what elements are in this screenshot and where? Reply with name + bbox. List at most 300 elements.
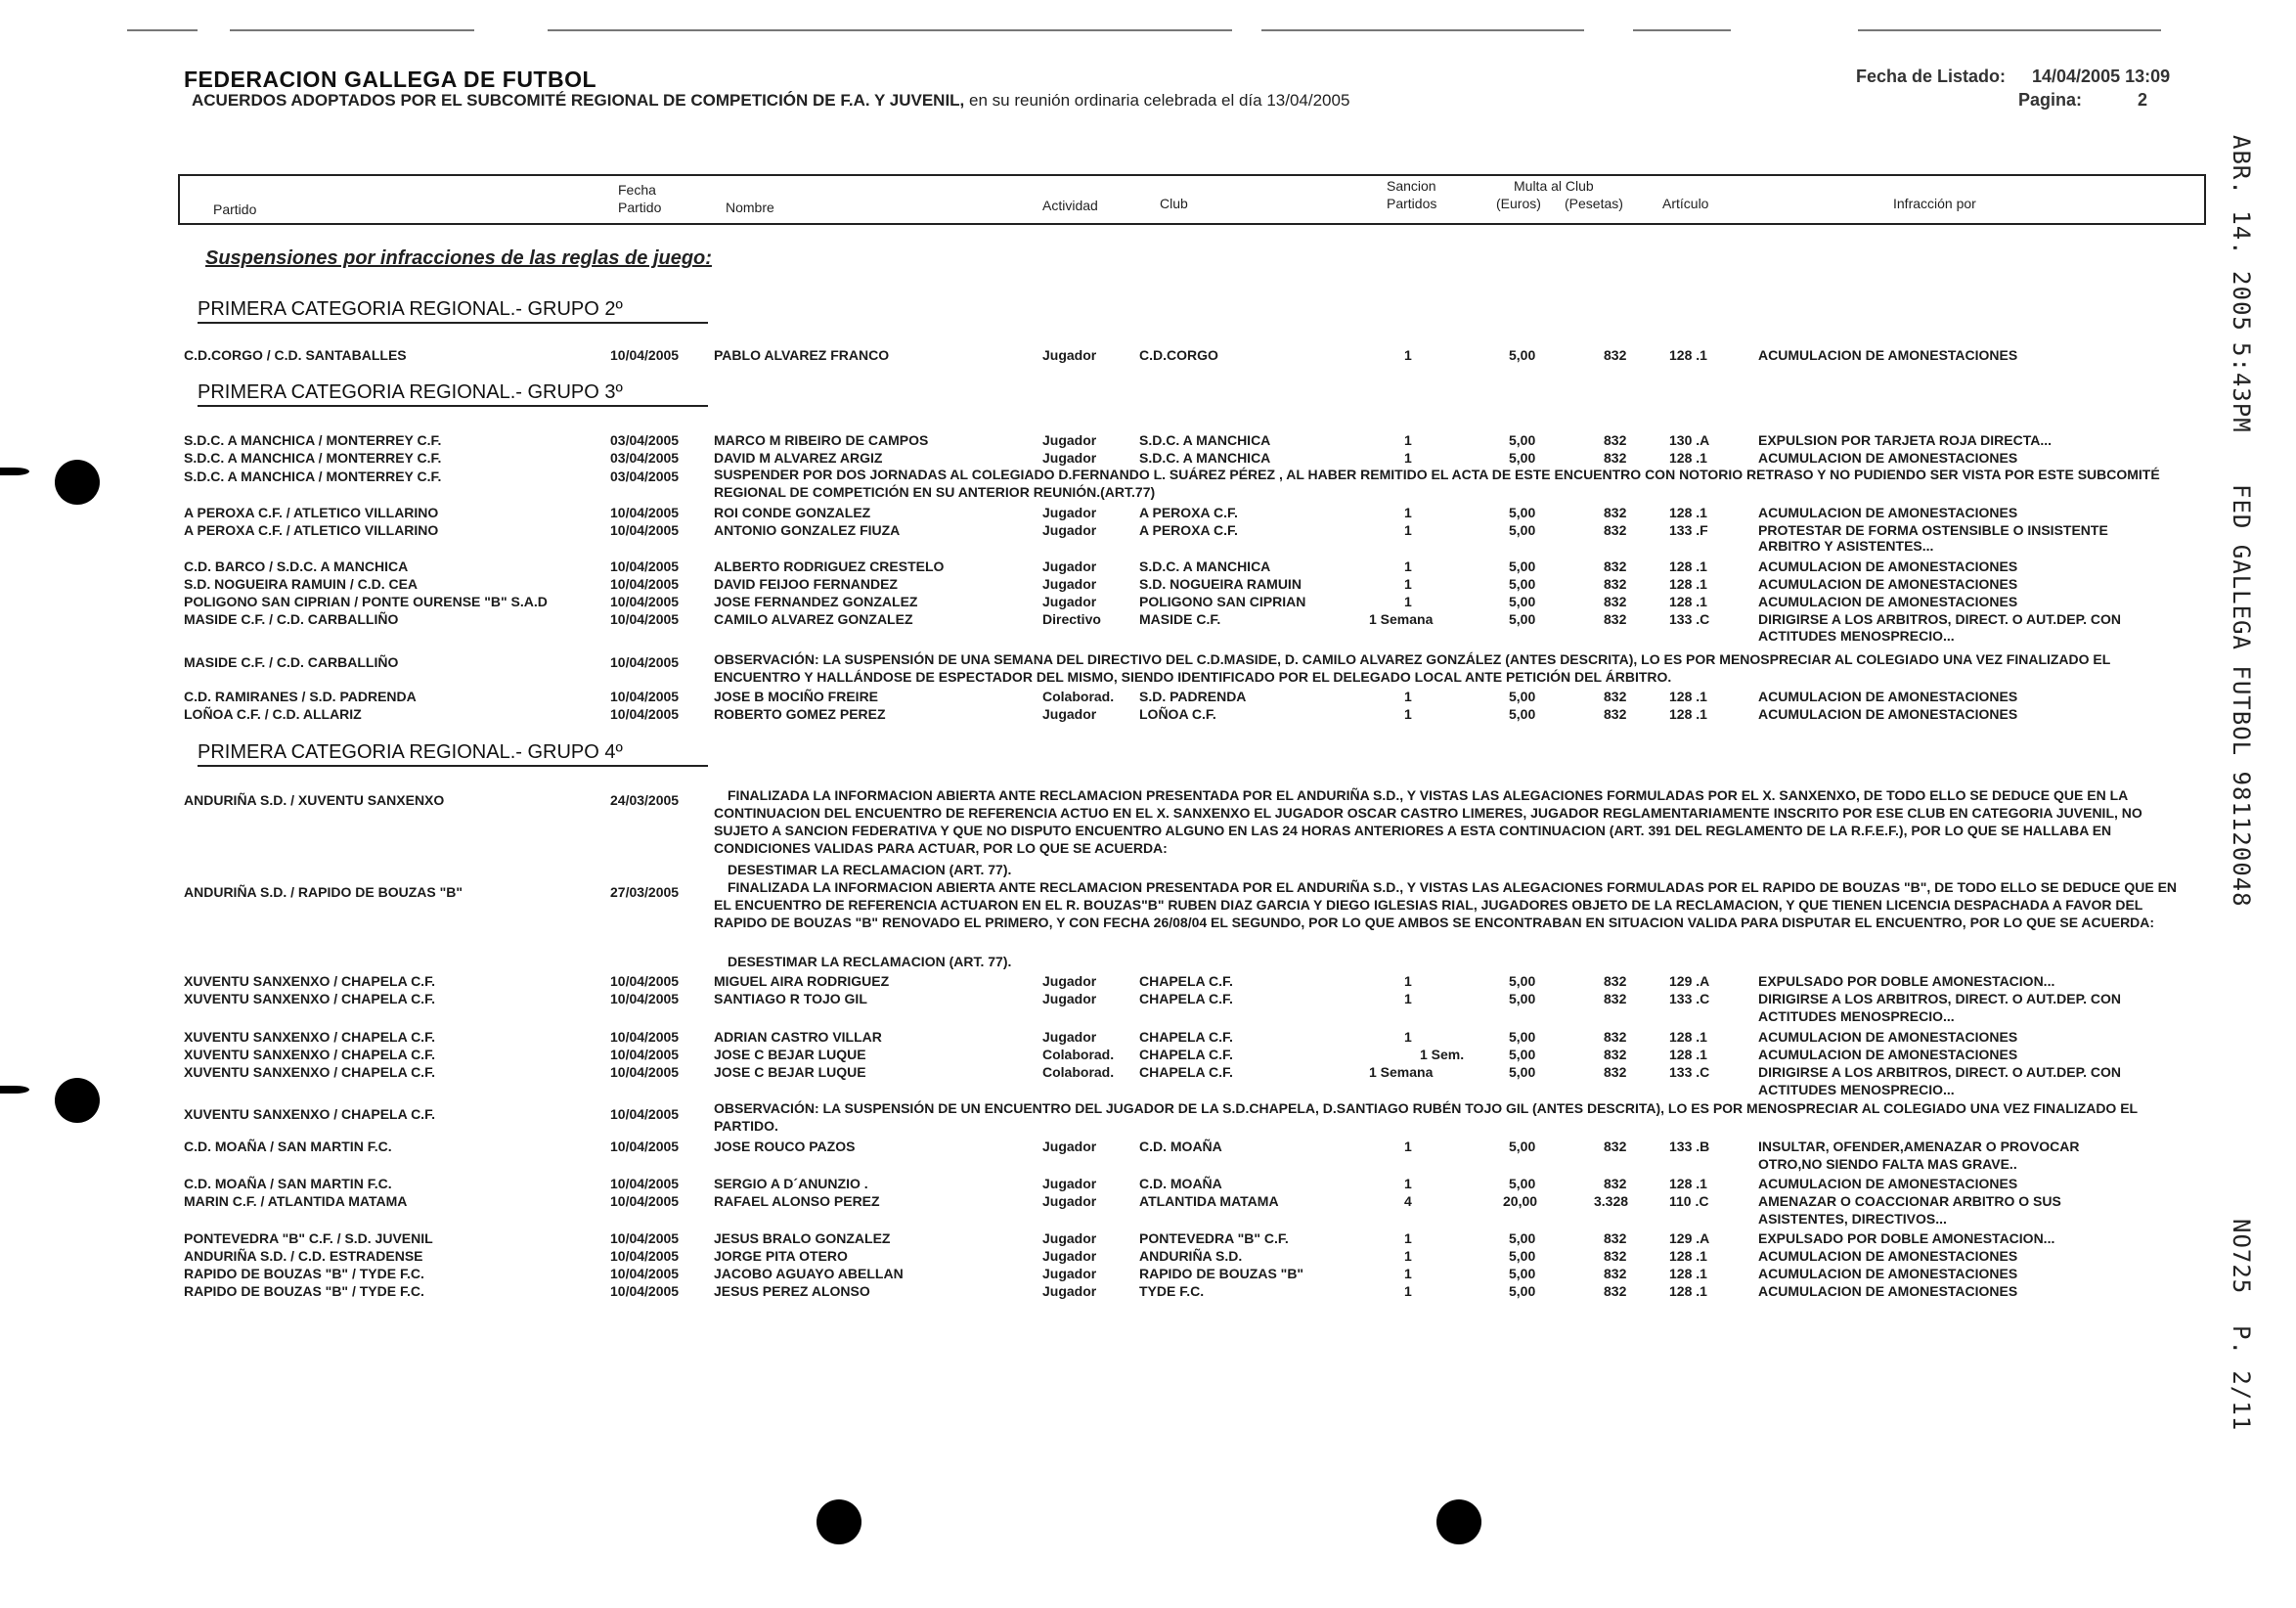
- group-title-3: PRIMERA CATEGORIA REGIONAL.- GRUPO 3º: [198, 381, 623, 403]
- table-row: [0, 1064, 2296, 1082]
- note-andurina-xuventu-resolution: DESESTIMAR LA RECLAMACION (ART. 77).: [728, 862, 1012, 877]
- cell-sancion: 1: [1404, 1139, 1412, 1154]
- punch-hole: [817, 1499, 861, 1544]
- cell-pesetas: 832: [1604, 505, 1627, 520]
- cell-euros: 5,00: [1509, 1248, 1536, 1264]
- cell-pesetas: 832: [1604, 450, 1627, 466]
- cell-club: C.D.CORGO: [1139, 347, 1218, 363]
- table-row: [0, 558, 2296, 576]
- cell-infraccion: INSULTAR, OFENDER,AMENAZAR O PROVOCAR: [1758, 1139, 2080, 1154]
- cell-articulo: 133 .B: [1669, 1139, 1710, 1154]
- col-actividad: Actividad: [1042, 198, 1098, 213]
- federation-title: FEDERACION GALLEGA DE FUTBOL: [184, 67, 597, 92]
- scan-line: [230, 29, 474, 31]
- cell-articulo: 133 .C: [1669, 611, 1710, 627]
- cell-actividad: Jugador: [1042, 991, 1097, 1006]
- cell-pesetas: 832: [1604, 973, 1627, 989]
- cell-pesetas: 832: [1604, 689, 1627, 704]
- cell-articulo: 129 .A: [1669, 973, 1710, 989]
- cell-club: LOÑOA C.F.: [1139, 706, 1216, 722]
- cell-club: A PEROXA C.F.: [1139, 505, 1238, 520]
- cell-sancion: 1: [1404, 1029, 1412, 1045]
- cell-euros: 5,00: [1509, 450, 1536, 466]
- cell-club: S.D.C. A MANCHICA: [1139, 432, 1271, 448]
- cell-actividad: Jugador: [1042, 450, 1097, 466]
- cell-fecha: 10/04/2005: [610, 1283, 680, 1299]
- table-row: [0, 611, 2296, 629]
- cell-euros: 5,00: [1509, 1283, 1536, 1299]
- cell-partido: LOÑOA C.F. / C.D. ALLARIZ: [184, 706, 362, 722]
- cell-infraccion: ACUMULACION DE AMONESTACIONES: [1758, 594, 2018, 609]
- cell-partido: ANDURIÑA S.D. / C.D. ESTRADENSE: [184, 1248, 423, 1264]
- cell-partido: ANDURIÑA S.D. / RAPIDO DE BOUZAS "B": [184, 884, 463, 900]
- cell-articulo: 128 .1: [1669, 689, 1707, 704]
- cell-euros: 5,00: [1509, 1064, 1536, 1080]
- cell-nombre: DAVID M ALVAREZ ARGIZ: [714, 450, 883, 466]
- cell-euros: 5,00: [1509, 689, 1536, 704]
- cell-pesetas: 832: [1604, 1029, 1627, 1045]
- cell-pesetas: 832: [1604, 576, 1627, 592]
- col-infraccion: Infracción por: [1893, 196, 1976, 211]
- table-row: [0, 1047, 2296, 1064]
- cell-articulo: 128 .1: [1669, 450, 1707, 466]
- cell-pesetas: 832: [1604, 1230, 1627, 1246]
- cell-fecha: 10/04/2005: [610, 576, 680, 592]
- listing-date-label: Fecha de Listado:: [1856, 67, 2007, 86]
- cell-pesetas: 832: [1604, 991, 1627, 1006]
- cell-club: ANDURIÑA S.D.: [1139, 1248, 1243, 1264]
- cell-sancion: 1: [1404, 1266, 1412, 1281]
- cell-articulo: 133 .C: [1669, 991, 1710, 1006]
- cell-nombre: JOSE C BEJAR LUQUE: [714, 1047, 866, 1062]
- cell-sancion: 1: [1404, 689, 1412, 704]
- cell-infraccion: ACUMULACION DE AMONESTACIONES: [1758, 689, 2018, 704]
- cell-actividad: Jugador: [1042, 1139, 1097, 1154]
- cell-partido: S.D.C. A MANCHICA / MONTERREY C.F.: [184, 450, 442, 466]
- table-row: [0, 505, 2296, 522]
- cell-club: TYDE F.C.: [1139, 1283, 1205, 1299]
- cell-articulo: 110 .C: [1669, 1193, 1709, 1209]
- table-row-continued: [0, 628, 2296, 646]
- cell-sancion: 1: [1404, 450, 1412, 466]
- cell-nombre: ALBERTO RODRIGUEZ CRESTELO: [714, 558, 945, 574]
- cell-actividad: Jugador: [1042, 973, 1097, 989]
- cell-pesetas: 832: [1604, 706, 1627, 722]
- cell-infraccion: ACUMULACION DE AMONESTACIONES: [1758, 505, 2018, 520]
- cell-euros: 5,00: [1509, 973, 1536, 989]
- cell-sancion: 1: [1404, 347, 1412, 363]
- cell-club: CHAPELA C.F.: [1139, 973, 1233, 989]
- cell-sancion: 1: [1404, 973, 1412, 989]
- cell-fecha: 10/04/2005: [610, 505, 680, 520]
- fax-page: P. 2/11: [2228, 1325, 2255, 1432]
- cell-nombre: JOSE ROUCO PAZOS: [714, 1139, 856, 1154]
- col-fecha-1: Fecha: [618, 182, 656, 198]
- table-row: [0, 1029, 2296, 1047]
- listing-date: 14/04/2005 13:09: [2032, 67, 2171, 86]
- table-row: [0, 347, 2296, 365]
- cell-sancion: 1: [1404, 991, 1412, 1006]
- cell-actividad: Colaborad.: [1042, 1064, 1115, 1080]
- cell-actividad: Jugador: [1042, 1248, 1097, 1264]
- cell-fecha: 10/04/2005: [610, 706, 680, 722]
- cell-articulo: 133 .F: [1669, 522, 1708, 538]
- cell-club: ATLANTIDA MATAMA: [1139, 1193, 1279, 1209]
- cell-euros: 5,00: [1509, 594, 1536, 609]
- cell-partido: XUVENTU SANXENXO / CHAPELA C.F.: [184, 1047, 435, 1062]
- cell-pesetas: 832: [1604, 522, 1627, 538]
- cell-partido: XUVENTU SANXENXO / CHAPELA C.F.: [184, 1029, 435, 1045]
- cell-actividad: Colaborad.: [1042, 689, 1115, 704]
- page-label: Pagina:: [2018, 90, 2083, 110]
- cell-partido: RAPIDO DE BOUZAS "B" / TYDE F.C.: [184, 1266, 424, 1281]
- cell-infraccion: EXPULSADO POR DOBLE AMONESTACION...: [1758, 1230, 2055, 1246]
- cell-nombre: JESUS BRALO GONZALEZ: [714, 1230, 891, 1246]
- cell-euros: 5,00: [1509, 505, 1536, 520]
- table-row: [0, 1193, 2296, 1211]
- cell-articulo: 128 .1: [1669, 594, 1707, 609]
- cell-sancion: 4: [1404, 1193, 1412, 1209]
- cell-fecha: 24/03/2005: [610, 792, 680, 808]
- cell-fecha: 10/04/2005: [610, 1064, 680, 1080]
- cell-partido: C.D.CORGO / C.D. SANTABALLES: [184, 347, 407, 363]
- cell-sancion: 1: [1404, 1176, 1412, 1191]
- note-suspender-colegiado: SUSPENDER POR DOS JORNADAS AL COLEGIADO D.FERNANDO L. SUÁREZ PÉREZ , AL HABER REMITIDO EL ACTA DE ESTE ENCUENTRO CON NOTORIO RETRASO Y NO PUDIENDO SER VISTA POR ESTE SUBCOMITÉ REGIONAL DE COMPETICIÓN EN SU ANTERIOR REUNIÓN.(ART.77): [714, 467, 2160, 500]
- cell-pesetas: 832: [1604, 1064, 1627, 1080]
- table-row: [0, 1283, 2296, 1301]
- cell-pesetas: 832: [1604, 1047, 1627, 1062]
- scan-line: [1858, 29, 2161, 31]
- cell-euros: 5,00: [1509, 1266, 1536, 1281]
- cell-club: S.D.C. A MANCHICA: [1139, 558, 1271, 574]
- table-row: [0, 432, 2296, 450]
- punch-hole: [55, 1078, 100, 1123]
- cell-nombre: JOSE C BEJAR LUQUE: [714, 1064, 866, 1080]
- subtitle-bold: ACUERDOS ADOPTADOS POR EL SUBCOMITÉ REGIONAL DE COMPETICIÓN DE F.A. Y JUVENIL,: [192, 91, 965, 110]
- cell-partido: POLIGONO SAN CIPRIAN / PONTE OURENSE "B" S.A.D: [184, 594, 548, 609]
- note-xuventu-chapela: OBSERVACIÓN: LA SUSPENSIÓN DE UN ENCUENTRO DEL JUGADOR DE LA S.D.CHAPELA, D.SANTIAGO RUBÉN TOJO GIL (ANTES DESCRITA), LO ES POR MENOSPRECIAR AL COLEGIADO UNA VEZ FINALIZADO EL PARTIDO.: [714, 1100, 2138, 1134]
- cell-euros: 5,00: [1509, 576, 1536, 592]
- cell-club: RAPIDO DE BOUZAS "B": [1139, 1266, 1304, 1281]
- cell-club: C.D. MOAÑA: [1139, 1176, 1222, 1191]
- cell-infraccion: DIRIGIRSE A LOS ARBITROS, DIRECT. O AUT.DEP. CON: [1758, 991, 2122, 1006]
- cell-articulo: 129 .A: [1669, 1230, 1710, 1246]
- cell-infraccion-cont: ASISTENTES, DIRECTIVOS...: [1758, 1211, 1947, 1227]
- scan-line: [548, 29, 1232, 31]
- cell-pesetas: 832: [1604, 558, 1627, 574]
- cell-actividad: Jugador: [1042, 706, 1097, 722]
- col-nombre: Nombre: [726, 200, 774, 215]
- cell-actividad: Jugador: [1042, 594, 1097, 609]
- cell-infraccion: ACUMULACION DE AMONESTACIONES: [1758, 1029, 2018, 1045]
- page-number: 2: [2138, 90, 2148, 110]
- table-row: [0, 973, 2296, 991]
- cell-infraccion-cont: ARBITRO Y ASISTENTES...: [1758, 538, 1934, 554]
- cell-actividad: Jugador: [1042, 347, 1097, 363]
- scan-mark: [0, 1086, 29, 1094]
- cell-nombre: DAVID FEIJOO FERNANDEZ: [714, 576, 898, 592]
- cell-actividad: Colaborad.: [1042, 1047, 1115, 1062]
- scan-line: [1633, 29, 1731, 31]
- table-row: [0, 706, 2296, 724]
- cell-articulo: 128 .1: [1669, 576, 1707, 592]
- note-maside: OBSERVACIÓN: LA SUSPENSIÓN DE UNA SEMANA DEL DIRECTIVO DEL C.D.MASIDE, D. CAMILO ALVAREZ GONZÁLEZ (ANTES DESCRITA), LO ES POR MENOSPRECIAR AL COLEGIADO UNA VEZ FINALIZADO EL ENCUENTRO Y HALLÁNDOSE DE ESPECTADOR DEL MISMO, SIENDO IDENTIFICADO POR EL DELEGADO LOCAL ANTE PETICIÓN DEL ÁRBITRO.: [714, 651, 2111, 685]
- cell-nombre: CAMILO ALVAREZ GONZALEZ: [714, 611, 913, 627]
- cell-club: CHAPELA C.F.: [1139, 1029, 1233, 1045]
- group-underline: [198, 405, 708, 407]
- cell-sancion: 1: [1404, 576, 1412, 592]
- cell-sancion: 1: [1404, 706, 1412, 722]
- cell-infraccion: ACUMULACION DE AMONESTACIONES: [1758, 450, 2018, 466]
- fax-header: [2228, 127, 2286, 1536]
- cell-fecha: 10/04/2005: [610, 1230, 680, 1246]
- cell-club: CHAPELA C.F.: [1139, 991, 1233, 1006]
- table-row-continued: [0, 538, 2296, 556]
- cell-actividad: Jugador: [1042, 576, 1097, 592]
- cell-euros: 5,00: [1509, 1029, 1536, 1045]
- table-row: [0, 1176, 2296, 1193]
- cell-actividad: Jugador: [1042, 1283, 1097, 1299]
- cell-partido: S.D.C. A MANCHICA / MONTERREY C.F.: [184, 432, 442, 448]
- cell-partido: C.D. BARCO / S.D.C. A MANCHICA: [184, 558, 409, 574]
- cell-club: S.D. NOGUEIRA RAMUIN: [1139, 576, 1302, 592]
- cell-sancion: 1: [1404, 594, 1412, 609]
- col-multa: Multa al Club: [1514, 178, 1594, 194]
- col-multa-euros: (Euros): [1496, 196, 1541, 211]
- cell-infraccion: AMENAZAR O COACCIONAR ARBITRO O SUS: [1758, 1193, 2061, 1209]
- cell-euros: 5,00: [1509, 1230, 1536, 1246]
- cell-club: C.D. MOAÑA: [1139, 1139, 1222, 1154]
- cell-partido: MARIN C.F. / ATLANTIDA MATAMA: [184, 1193, 408, 1209]
- cell-articulo: 128 .1: [1669, 1283, 1707, 1299]
- cell-euros: 5,00: [1509, 522, 1536, 538]
- cell-sancion: 1: [1404, 1283, 1412, 1299]
- cell-club: PONTEVEDRA "B" C.F.: [1139, 1230, 1289, 1246]
- cell-euros: 5,00: [1509, 1047, 1536, 1062]
- cell-infraccion: DIRIGIRSE A LOS ARBITROS, DIRECT. O AUT.DEP. CON: [1758, 1064, 2122, 1080]
- note-andurina-bouzas: FINALIZADA LA INFORMACION ABIERTA ANTE RECLAMACION PRESENTADA POR EL ANDURIÑA S.D., Y VISTAS LAS ALEGACIONES FORMULADAS POR EL RAPIDO DE BOUZAS "B", DE TODO ELLO SE DEDUCE QUE EN EL ENCUENTRO DE REFERENCIA ACTUARON EN EL R. BOUZAS"B" RUBEN DIAZ GARCIA Y DIEGO IGLESIAS RIAL, JUGADORES OBJETO DE LA RECLAMACION, Y QUE TIENEN LICENCIA DESPACHADA A FAVOR DEL RAPIDO DE BOUZAS "B" RENOVADO EL PRIMERO, Y CON FECHA 26/08/04 EL SEGUNDO, POR LO QUE AMBOS SE ENCONTRABAN EN SITUACION VALIDA PARA DISPUTAR EL ENCUENTRO, POR LO QUE SE ACUERDA:: [714, 879, 2178, 930]
- cell-euros: 5,00: [1509, 347, 1536, 363]
- cell-actividad: Jugador: [1042, 432, 1097, 448]
- cell-fecha: 03/04/2005: [610, 432, 680, 448]
- cell-infraccion: ACUMULACION DE AMONESTACIONES: [1758, 1266, 2018, 1281]
- cell-pesetas: 832: [1604, 1139, 1627, 1154]
- cell-nombre: JACOBO AGUAYO ABELLAN: [714, 1266, 904, 1281]
- cell-club: A PEROXA C.F.: [1139, 522, 1238, 538]
- cell-infraccion: ACUMULACION DE AMONESTACIONES: [1758, 558, 2018, 574]
- note-andurina-xuventu: FINALIZADA LA INFORMACION ABIERTA ANTE RECLAMACION PRESENTADA POR EL ANDURIÑA S.D., Y VISTAS LAS ALEGACIONES FORMULADAS POR EL X. SANXENXO, DE TODO ELLO SE DEDUCE QUE EN LA CONTINUACION DEL ENCUENTRO DE REFERENCIA ACTUO EN EL X. SANXENXO EL JUGADOR OSCAR CASTRO LIMERES, JUGADOR REGLAMENTARIAMENTE INSCRITO POR ESE CLUB EN CATEGORIA JUVENIL, NO SUJETO A SANCION FEDERATIVA Y QUE NO DISPUTO ENCUENTRO ALGUNO EN LAS 24 HORAS ANTERIORES A ESTA CONTINUACION (ART. 391 DEL REGLAMENTO DE LA R.F.E.F.), POR LO QUE SE HALLABA EN CONDICIONES VALIDAS PARA ACTUAR, POR LO QUE SE ACUERDA:: [714, 787, 2142, 856]
- cell-fecha: 10/04/2005: [610, 594, 680, 609]
- cell-partido: C.D. MOAÑA / SAN MARTIN F.C.: [184, 1176, 392, 1191]
- cell-sancion: 1 Semana: [1369, 611, 1434, 627]
- cell-sancion: 1: [1404, 505, 1412, 520]
- cell-articulo: 130 .A: [1669, 432, 1710, 448]
- table-row-continued: [0, 1156, 2296, 1174]
- cell-partido: MASIDE C.F. / C.D. CARBALLIÑO: [184, 611, 399, 627]
- group-title-2: PRIMERA CATEGORIA REGIONAL.- GRUPO 2º: [198, 298, 623, 320]
- cell-infraccion: ACUMULACION DE AMONESTACIONES: [1758, 706, 2018, 722]
- col-sancion-2: Partidos: [1387, 196, 1437, 211]
- cell-partido: PONTEVEDRA "B" C.F. / S.D. JUVENIL: [184, 1230, 433, 1246]
- cell-articulo: 128 .1: [1669, 1266, 1707, 1281]
- cell-fecha: 10/04/2005: [610, 347, 680, 363]
- table-row-continued: [0, 1082, 2296, 1099]
- col-fecha-2: Partido: [618, 200, 662, 215]
- cell-nombre: MARCO M RIBEIRO DE CAMPOS: [714, 432, 929, 448]
- cell-nombre: ADRIAN CASTRO VILLAR: [714, 1029, 882, 1045]
- table-row: [0, 689, 2296, 706]
- cell-articulo: 133 .C: [1669, 1064, 1710, 1080]
- cell-euros: 5,00: [1509, 991, 1536, 1006]
- cell-fecha: 10/04/2005: [610, 1266, 680, 1281]
- cell-actividad: Directivo: [1042, 611, 1101, 627]
- cell-actividad: Jugador: [1042, 558, 1097, 574]
- fax-number: NO725: [2228, 1219, 2255, 1295]
- cell-partido: A PEROXA C.F. / ATLETICO VILLARINO: [184, 522, 439, 538]
- cell-fecha: 10/04/2005: [610, 1106, 680, 1122]
- cell-sancion: 1: [1404, 432, 1412, 448]
- cell-partido: XUVENTU SANXENXO / CHAPELA C.F.: [184, 1106, 435, 1122]
- cell-partido: ANDURIÑA S.D. / XUVENTU SANXENXO: [184, 792, 445, 808]
- cell-infraccion-cont: ACTITUDES MENOSPRECIO...: [1758, 628, 1955, 644]
- cell-fecha: 03/04/2005: [610, 469, 680, 484]
- cell-euros: 20,00: [1503, 1193, 1538, 1209]
- cell-partido: C.D. MOAÑA / SAN MARTIN F.C.: [184, 1139, 392, 1154]
- cell-articulo: 128 .1: [1669, 558, 1707, 574]
- cell-articulo: 128 .1: [1669, 505, 1707, 520]
- cell-partido: XUVENTU SANXENXO / CHAPELA C.F.: [184, 973, 435, 989]
- scan-line: [127, 29, 198, 31]
- cell-infraccion: PROTESTAR DE FORMA OSTENSIBLE O INSISTENTE: [1758, 522, 2108, 538]
- cell-club: CHAPELA C.F.: [1139, 1047, 1233, 1062]
- cell-actividad: Jugador: [1042, 522, 1097, 538]
- cell-nombre: JORGE PITA OTERO: [714, 1248, 848, 1264]
- fax-date: ABR. 14. 2005: [2228, 135, 2255, 332]
- scan-line: [1261, 29, 1584, 31]
- section-title: Suspensiones por infracciones de las reglas de juego:: [205, 247, 712, 269]
- cell-articulo: 128 .1: [1669, 1029, 1707, 1045]
- cell-nombre: ANTONIO GONZALEZ FIUZA: [714, 522, 901, 538]
- cell-articulo: 128 .1: [1669, 1047, 1707, 1062]
- cell-pesetas: 3.328: [1594, 1193, 1629, 1209]
- cell-articulo: 128 .1: [1669, 706, 1707, 722]
- cell-fecha: 10/04/2005: [610, 1176, 680, 1191]
- note-andurina-bouzas-resolution: DESESTIMAR LA RECLAMACION (ART. 77).: [728, 954, 1012, 969]
- cell-fecha: 10/04/2005: [610, 1139, 680, 1154]
- table-row-continued: [0, 1211, 2296, 1228]
- cell-partido: S.D. NOGUEIRA RAMUIN / C.D. CEA: [184, 576, 419, 592]
- cell-sancion: 1 Sem.: [1420, 1047, 1465, 1062]
- col-partido: Partido: [213, 201, 257, 217]
- cell-club: MASIDE C.F.: [1139, 611, 1221, 627]
- col-articulo: Artículo: [1662, 196, 1709, 211]
- cell-euros: 5,00: [1509, 1176, 1536, 1191]
- table-row: [0, 1230, 2296, 1248]
- table-row: [0, 576, 2296, 594]
- cell-infraccion: EXPULSION POR TARJETA ROJA DIRECTA...: [1758, 432, 2052, 448]
- cell-club: S.D.C. A MANCHICA: [1139, 450, 1271, 466]
- cell-sancion: 1: [1404, 1248, 1412, 1264]
- cell-articulo: 128 .1: [1669, 347, 1707, 363]
- cell-infraccion: ACUMULACION DE AMONESTACIONES: [1758, 1283, 2018, 1299]
- cell-partido: C.D. RAMIRANES / S.D. PADRENDA: [184, 689, 417, 704]
- cell-fecha: 10/04/2005: [610, 1248, 680, 1264]
- cell-infraccion: ACUMULACION DE AMONESTACIONES: [1758, 1047, 2018, 1062]
- document-subtitle: [192, 91, 1349, 111]
- cell-fecha: 10/04/2005: [610, 654, 680, 670]
- cell-partido: MASIDE C.F. / C.D. CARBALLIÑO: [184, 654, 399, 670]
- fax-sender: FED GALLEGA FUTBOL 981120048: [2228, 484, 2255, 908]
- table-row: [0, 594, 2296, 611]
- cell-fecha: 10/04/2005: [610, 1029, 680, 1045]
- group-title-4: PRIMERA CATEGORIA REGIONAL.- GRUPO 4º: [198, 741, 623, 763]
- cell-actividad: Jugador: [1042, 1029, 1097, 1045]
- cell-fecha: 03/04/2005: [610, 450, 680, 466]
- subtitle-rest: en su reunión ordinaria celebrada el día 13/04/2005: [969, 91, 1350, 110]
- cell-pesetas: 832: [1604, 1283, 1627, 1299]
- cell-infraccion: ACUMULACION DE AMONESTACIONES: [1758, 1176, 2018, 1191]
- cell-actividad: Jugador: [1042, 1176, 1097, 1191]
- cell-nombre: SERGIO A D´ANUNZIO .: [714, 1176, 868, 1191]
- cell-nombre: ROBERTO GOMEZ PEREZ: [714, 706, 886, 722]
- cell-actividad: Jugador: [1042, 1230, 1097, 1246]
- cell-club: CHAPELA C.F.: [1139, 1064, 1233, 1080]
- table-row: [0, 1248, 2296, 1266]
- cell-actividad: Jugador: [1042, 1266, 1097, 1281]
- cell-euros: 5,00: [1509, 432, 1536, 448]
- cell-partido: XUVENTU SANXENXO / CHAPELA C.F.: [184, 1064, 435, 1080]
- cell-euros: 5,00: [1509, 611, 1536, 627]
- cell-pesetas: 832: [1604, 611, 1627, 627]
- cell-euros: 5,00: [1509, 1139, 1536, 1154]
- cell-articulo: 128 .1: [1669, 1248, 1707, 1264]
- cell-pesetas: 832: [1604, 1266, 1627, 1281]
- cell-pesetas: 832: [1604, 594, 1627, 609]
- cell-infraccion: ACUMULACION DE AMONESTACIONES: [1758, 347, 2018, 363]
- table-row: [0, 1266, 2296, 1283]
- cell-partido: A PEROXA C.F. / ATLETICO VILLARINO: [184, 505, 439, 520]
- cell-pesetas: 832: [1604, 1176, 1627, 1191]
- cell-pesetas: 832: [1604, 432, 1627, 448]
- cell-euros: 5,00: [1509, 706, 1536, 722]
- group-underline: [198, 765, 708, 767]
- col-multa-pesetas: (Pesetas): [1565, 196, 1623, 211]
- cell-fecha: 10/04/2005: [610, 689, 680, 704]
- punch-hole: [55, 460, 100, 505]
- cell-nombre: RAFAEL ALONSO PEREZ: [714, 1193, 880, 1209]
- cell-fecha: 10/04/2005: [610, 611, 680, 627]
- cell-nombre: MIGUEL AIRA RODRIGUEZ: [714, 973, 890, 989]
- col-sancion-1: Sancion: [1387, 178, 1436, 194]
- cell-fecha: 10/04/2005: [610, 991, 680, 1006]
- cell-euros: 5,00: [1509, 558, 1536, 574]
- cell-pesetas: 832: [1604, 347, 1627, 363]
- cell-infraccion: ACUMULACION DE AMONESTACIONES: [1758, 1248, 2018, 1264]
- table-row: [0, 991, 2296, 1008]
- cell-partido: XUVENTU SANXENXO / CHAPELA C.F.: [184, 991, 435, 1006]
- table-row-continued: [0, 1008, 2296, 1026]
- cell-sancion: 1: [1404, 522, 1412, 538]
- cell-nombre: PABLO ALVAREZ FRANCO: [714, 347, 890, 363]
- cell-infraccion: ACUMULACION DE AMONESTACIONES: [1758, 576, 2018, 592]
- cell-sancion: 1 Semana: [1369, 1064, 1434, 1080]
- cell-infraccion: DIRIGIRSE A LOS ARBITROS, DIRECT. O AUT.DEP. CON: [1758, 611, 2122, 627]
- cell-partido: S.D.C. A MANCHICA / MONTERREY C.F.: [184, 469, 442, 484]
- cell-fecha: 27/03/2005: [610, 884, 680, 900]
- cell-actividad: Jugador: [1042, 1193, 1097, 1209]
- cell-actividad: Jugador: [1042, 505, 1097, 520]
- cell-pesetas: 832: [1604, 1248, 1627, 1264]
